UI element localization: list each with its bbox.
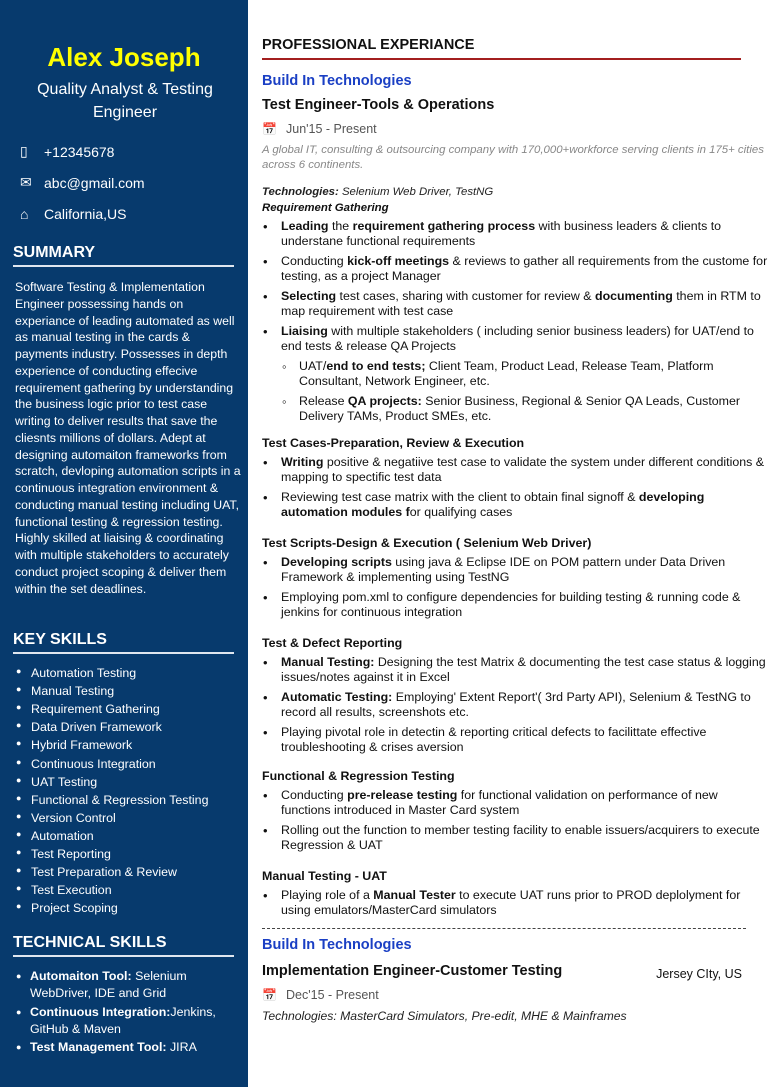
key-skill-item (16, 829, 94, 843)
bullet-item (262, 219, 768, 249)
group-heading: Requirement Gathering (262, 202, 389, 214)
bullet-list (262, 555, 768, 620)
key-skill-item (16, 684, 114, 698)
bullet-text: Leading (281, 219, 329, 233)
bullet-text: for functional validation on performance of new functions introduced in Master Card system (281, 788, 718, 817)
bullet-text: Developing scripts (281, 555, 392, 569)
bullet-icon: ● (16, 971, 22, 981)
bullet-text: Selecting (281, 289, 337, 303)
responsibility-groups (262, 202, 768, 918)
bullet-text: UAT/ (299, 359, 327, 373)
key-skill-label: Automation (31, 828, 94, 843)
bullet-text: Employing pom.xml to configure dependencies for building testing & running code & jenkins for continuous integration (281, 590, 741, 619)
key-skills-heading: KEY SKILLS (13, 631, 234, 654)
bullet-text: Manual Testing: (281, 655, 375, 669)
home-icon: ⌂ (20, 206, 29, 222)
key-skill-label: UAT Testing (31, 774, 98, 789)
job-date (262, 122, 768, 136)
job-title-2: Implementation Engineer-Customer Testing (262, 963, 563, 979)
technical-skill-label: Automaiton Tool: (30, 969, 132, 983)
technical-skill-value: Selenium WebDriver, IDE and Grid (30, 969, 187, 1000)
bullet-text: developing automation modules f (281, 490, 705, 519)
key-skill-item (16, 720, 162, 734)
bullet-list (262, 655, 768, 755)
bullet-text: Playing pivotal role in detectin & reporting critical defects to facilittate effective troubleshooting & crises aversion (281, 725, 707, 754)
bullet-item (262, 254, 768, 284)
candidate-name: Alex Joseph (47, 42, 201, 72)
key-skill-label: Requirement Gathering (31, 702, 160, 717)
bullet-item (262, 394, 768, 424)
company-description: A global IT, consulting & outsourcing company with 170,000+workforce serving clients in 175+ cities across 6 continents. (262, 144, 764, 171)
bullet-item (262, 725, 768, 755)
bullet-icon: ● (16, 901, 22, 912)
key-skill-label: Test Execution (31, 883, 112, 898)
technical-skill-label: Continuous Integration: (30, 1005, 171, 1019)
contact-email[interactable] (20, 174, 145, 191)
technical-skill-text (30, 1039, 197, 1056)
technical-skill-text (30, 1004, 236, 1038)
key-skill-label: Manual Testing (31, 684, 115, 699)
bullet-text: to execute UAT runs prior to PROD deplolyment for using emulators/MasterCard simulators (281, 888, 741, 917)
bullet-text: Liaising (281, 324, 328, 338)
bullet-text: Writing (281, 455, 324, 469)
bullet-list (262, 455, 768, 520)
bullet-icon: ● (16, 810, 22, 821)
bullet-item (262, 455, 768, 485)
technologies-line (262, 186, 768, 198)
bullet-text: using java & Eclipse IDE on POM pattern under Data Driven Framework & implementing using TestNG (281, 555, 726, 584)
technologies-value: Selenium Web Driver, TestNG (338, 186, 494, 198)
job-title: Test Engineer-Tools & Operations (262, 97, 495, 113)
bullet-text: & reviews to gather all requirements from the custome for testing, as a project Manager (281, 254, 768, 283)
key-skill-item (16, 901, 118, 915)
key-skill-label: Version Control (31, 810, 116, 825)
bullet-text: Release (299, 394, 348, 408)
bullet-text: documenting (595, 289, 673, 303)
bullet-icon: ● (16, 828, 22, 839)
bullet-item (262, 788, 768, 818)
bullet-text: end to end tests; (326, 359, 426, 373)
calendar-icon: 📅 (262, 122, 277, 136)
bullet-text: Senior Business, Regional & Senior QA Leads, Customer Delivery TAMs, Product SMEs, etc. (299, 394, 741, 423)
main-content (262, 0, 768, 1023)
key-skill-label: Test Preparation & Review (31, 865, 178, 880)
key-skill-item (16, 702, 160, 716)
bullet-icon: ● (16, 684, 22, 695)
bullet-list (262, 219, 768, 424)
bullet-icon: ● (16, 792, 22, 803)
bullet-list (262, 788, 768, 853)
key-skill-item (16, 865, 177, 879)
bullet-text: the (328, 219, 353, 233)
summary-text: Software Testing & Implementation Engineer possessing hands on experiance of leading automated as well as manual testing in the cards & payments industry. Possesses in depth experience of conducting effecive requirement gathering by understanding the business logic prior to test case writing to deliver results that save the cliesnts millions of dollars. Adept at designing automaiton frameworks from scratch, devloping automation scripts in a continuous integration environment & conducting manual testing including UAT, functional testing & regression testing. Highly skilled at liaising & coordinating with multiple stakeholders to accurately conduct project scoping & deliver them within the set deadlines. (15, 280, 241, 596)
key-skill-label: Data Driven Framework (31, 720, 162, 735)
company-name-2: Build In Technologies (262, 937, 412, 953)
bullet-icon: ● (16, 883, 22, 894)
key-skill-item (16, 738, 132, 752)
bullet-icon: ● (16, 1007, 22, 1017)
key-skill-label: Functional & Regression Testing (31, 792, 209, 807)
technical-skill-item (16, 1004, 236, 1038)
key-skill-item (16, 847, 111, 861)
bullet-text: Manual Tester (373, 888, 456, 902)
bullet-icon: ● (16, 847, 22, 857)
key-skill-label: Automation Testing (31, 666, 137, 680)
bullet-item (262, 690, 768, 720)
bullet-text: Playing role of a (281, 888, 374, 902)
bullet-icon: ● (16, 1042, 22, 1052)
group-heading: Test Cases-Preparation, Review & Execution (262, 436, 525, 450)
technologies-label: Technologies: (262, 186, 339, 198)
bullet-text: or qualifying cases (409, 505, 513, 519)
phone-text: +12345678 (44, 143, 115, 160)
candidate-role: Quality Analyst & Testing Engineer (37, 81, 213, 121)
divider (262, 928, 746, 929)
bullet-item (262, 359, 768, 389)
key-skill-item (16, 757, 156, 771)
bullet-text: test cases, sharing with customer for review & (336, 289, 596, 303)
technical-skills-heading: TECHNICAL SKILLS (13, 934, 234, 957)
bullet-item (262, 555, 768, 585)
bullet-text: QA projects: (347, 394, 422, 408)
key-skill-label: Test Reporting (31, 847, 111, 861)
key-skill-item (16, 811, 116, 825)
bullet-text: with business leaders & clients to understane functional requirements (281, 219, 722, 248)
bullet-text: with multiple stakeholders ( including senior business leaders) for UAT/end to end tests & release QA Projects (281, 324, 754, 353)
email-text[interactable]: abc@gmail.com (44, 174, 145, 191)
bullet-icon: ● (16, 738, 22, 749)
bullet-text: Conducting (281, 788, 348, 802)
group-heading: Test Scripts-Design & Execution ( Selenium Web Driver) (262, 536, 592, 550)
location-text: California,US (44, 206, 127, 222)
date-text: Dec'15 - Present (286, 988, 379, 1002)
sidebar (0, 0, 248, 1087)
technical-skill-value: JIRA (166, 1040, 197, 1054)
bullet-text: Conducting (281, 254, 348, 268)
bullet-item (262, 490, 768, 520)
technical-skill-label: Test Management Tool: (30, 1040, 167, 1054)
job-date-2 (262, 988, 768, 1002)
bullet-item (262, 823, 768, 853)
key-skill-item (16, 883, 112, 897)
key-skill-item (16, 775, 97, 789)
technical-skill-item (16, 1039, 236, 1056)
technologies-line-2: Technologies: MasterCard Simulators, Pre-edit, MHE & Mainframes (262, 1009, 627, 1023)
key-skill-label: Hybrid Framework (31, 738, 133, 753)
bullet-icon: ● (16, 666, 22, 676)
bullet-text: Employing' Extent Report'( 3rd Party API), Selenium & TestNG to record all results, screenshots etc. (281, 690, 751, 719)
bullet-item (262, 888, 768, 918)
group-heading: Test & Defect Reporting (262, 636, 403, 650)
mail-icon: ✉ (20, 174, 32, 190)
bullet-icon: ● (16, 865, 22, 876)
bullet-item (262, 289, 768, 319)
key-skill-item (16, 793, 208, 807)
key-skill-label: Project Scoping (31, 901, 118, 916)
company-name: Build In Technologies (262, 73, 412, 89)
key-skill-item (16, 666, 136, 680)
contact-location (20, 206, 126, 222)
bullet-text: Automatic Testing: (281, 690, 393, 704)
group-heading: Functional & Regression Testing (262, 769, 455, 783)
summary-heading: SUMMARY (13, 244, 234, 267)
technical-skill-text (30, 968, 236, 1002)
key-skill-label: Continuous Integration (31, 756, 156, 771)
bullet-icon: ● (16, 774, 22, 785)
bullet-icon: ● (16, 720, 22, 731)
bullet-list (262, 888, 768, 918)
calendar-icon: 📅 (262, 988, 277, 1002)
bullet-text: positive & negatiive test case to validate the system under different conditions & mapping to spectific test data (281, 455, 765, 484)
contact-phone (20, 143, 114, 160)
bullet-text: pre-release testing (347, 788, 458, 802)
bullet-text: them in RTM to map requirement with test case (281, 289, 761, 318)
bullet-text: Reviewing test case matrix with the client to obtain final signoff & (281, 490, 639, 504)
bullet-item (262, 590, 768, 620)
date-text: Jun'15 - Present (286, 122, 377, 136)
bullet-icon: ● (16, 702, 22, 713)
bullet-text: Client Team, Product Lead, Release Team, Platform Consultant, Network Engineer, etc. (299, 359, 714, 388)
technical-skill-item (16, 968, 236, 1002)
bullet-text: kick-off meetings (347, 254, 450, 268)
bullet-icon: ● (16, 756, 22, 767)
job-location: Jersey CIty, US (656, 967, 742, 981)
technical-skill-value: Jenkins, GitHub & Maven (30, 1005, 216, 1036)
bullet-text: requirement gathering process (352, 219, 536, 233)
experience-heading: PROFESSIONAL EXPERIANCE (262, 37, 741, 60)
bullet-item (262, 324, 768, 354)
bullet-text: Designing the test Matrix & documenting the test case status & logging issues/notes against it in Excel (281, 655, 766, 684)
job-2-header (262, 963, 742, 981)
bullet-item (262, 655, 768, 685)
bullet-text: Rolling out the function to member testing facility to enable issuers/acquirers to execute Regression & UAT (281, 823, 760, 852)
phone-icon: ▯ (20, 143, 28, 159)
group-heading: Manual Testing - UAT (262, 869, 387, 883)
